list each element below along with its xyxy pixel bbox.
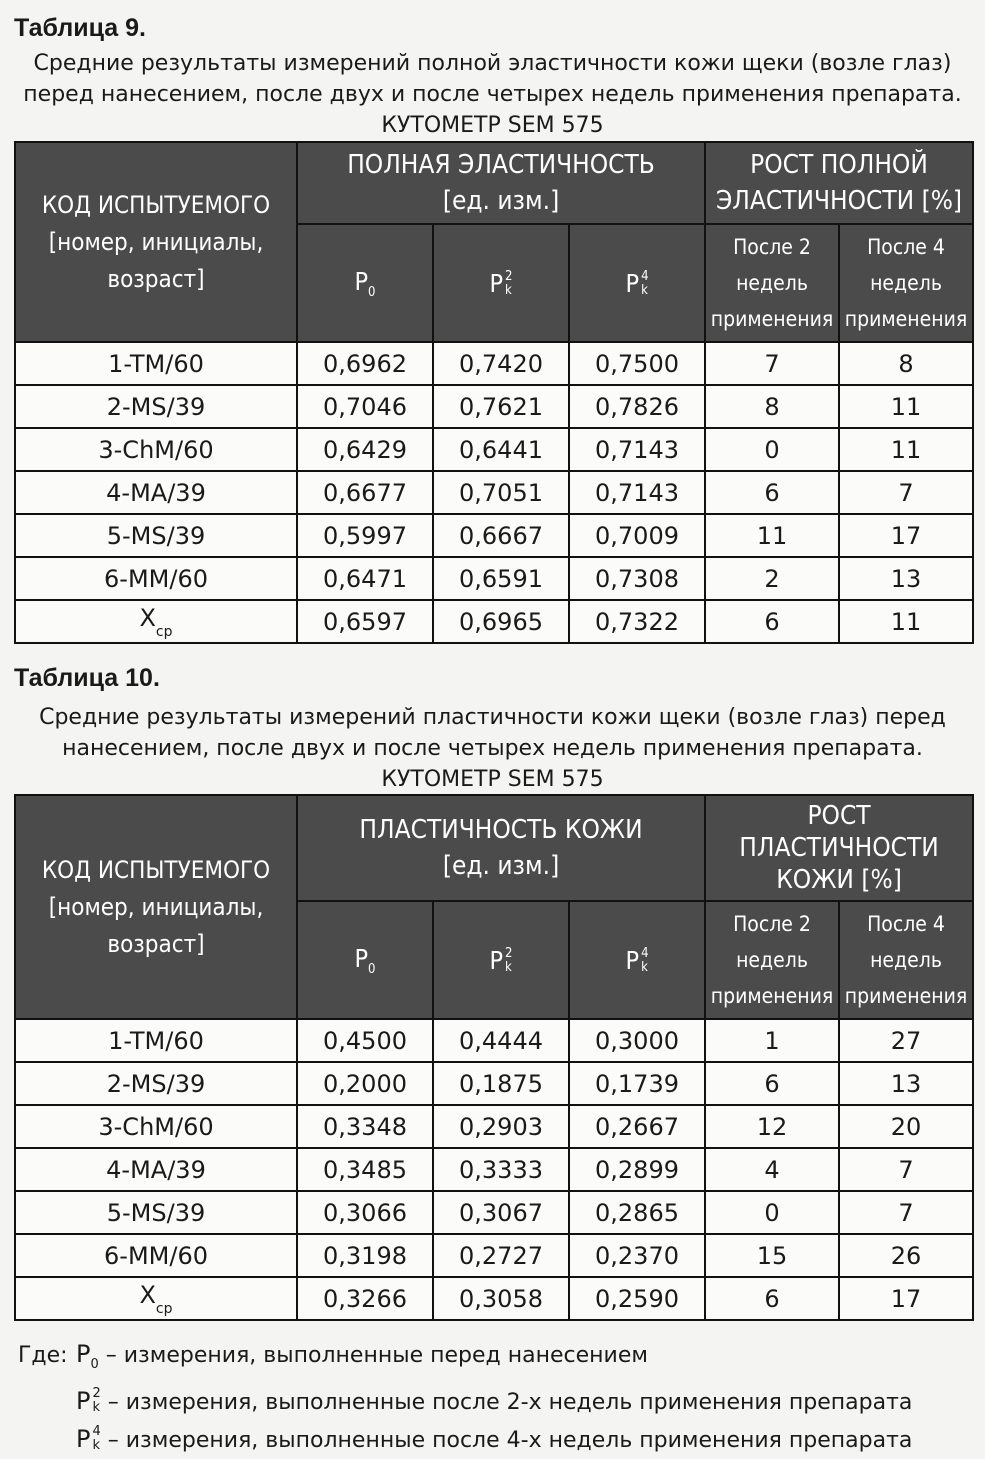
cell-code: 2-MS/39 (15, 385, 297, 428)
cell-pk4: 0,2899 (569, 1148, 705, 1191)
cell-p0: 0,3066 (297, 1191, 433, 1234)
cell-pk2: 0,4444 (433, 1019, 569, 1062)
cell-pk4: 0,7143 (569, 428, 705, 471)
average-row (15, 1277, 973, 1320)
cell-growth-2: 6 (705, 1062, 839, 1105)
cell-code: 3-ChM/60 (15, 428, 297, 471)
legend-where: Где: (18, 1343, 68, 1368)
col-header-code: КОД ИСПЫТУЕМОГО [номер, инициалы, возраст] (15, 795, 297, 1019)
cell-growth-2: 6 (705, 600, 839, 643)
table-9-caption-line2: перед нанесением, после двух и после четырех недель применения препарата. (23, 82, 962, 107)
table-9-title: Таблица 9. (14, 14, 146, 42)
cell-code: 3-ChM/60 (15, 1105, 297, 1148)
legend-symbol-pk4: P 4 k (76, 1424, 101, 1453)
cell-pk2: 0,6667 (433, 514, 569, 557)
group-header-growth: РОСТ ПЛАСТИЧНОСТИ КОЖИ [%] (705, 795, 973, 901)
cell-p0: 0,6962 (297, 342, 433, 385)
cell-pk4: 0,2590 (569, 1277, 705, 1320)
cell-pk2: 0,2727 (433, 1234, 569, 1277)
cell-growth-4: 7 (839, 1148, 973, 1191)
cell-pk4: 0,7143 (569, 471, 705, 514)
cell-growth-2: 0 (705, 428, 839, 471)
cell-pk4: 0,3000 (569, 1019, 705, 1062)
cell-pk4: 0,7500 (569, 342, 705, 385)
table-10-body (15, 1019, 973, 1320)
cell-p0: 0,3485 (297, 1148, 433, 1191)
table-10-caption-line1: Средние результаты измерений пластичности кожи щеки (возле глаз) перед (39, 705, 946, 730)
legend-pk4-text: – измерения, выполненные после 4-х недель применения препарата (107, 1428, 913, 1453)
cell-code: 4-MA/39 (15, 1148, 297, 1191)
cell-p0: 0,3198 (297, 1234, 433, 1277)
col-header-after-2-weeks: После 2 недель применения (705, 901, 839, 1019)
cell-pk2: 0,6965 (433, 600, 569, 643)
cell-pk2: 0,3067 (433, 1191, 569, 1234)
cell-pk4: 0,1739 (569, 1062, 705, 1105)
table-row (15, 1019, 973, 1062)
cell-growth-4: 17 (839, 1277, 973, 1320)
cell-growth-2: 12 (705, 1105, 839, 1148)
group-header-growth: РОСТ ПОЛНОЙ ЭЛАСТИЧНОСТИ [%] (705, 142, 973, 224)
cell-pk2: 0,7420 (433, 342, 569, 385)
col-header-code: КОД ИСПЫТУЕМОГО [номер, инициалы, возраст] (15, 142, 297, 342)
table-row (15, 471, 973, 514)
cell-p0: 0,7046 (297, 385, 433, 428)
legend-pk2-text: – измерения, выполненные после 2-х недель применения препарата (107, 1390, 913, 1415)
col-header-p0: $P_0$ (297, 224, 433, 342)
cell-growth-4: 7 (839, 1191, 973, 1234)
cell-p0: 0,6471 (297, 557, 433, 600)
legend-row-pk2 (18, 1383, 912, 1421)
cell-pk2: 0,2903 (433, 1105, 569, 1148)
table-9-caption (0, 48, 985, 141)
table-row (15, 1191, 973, 1234)
col-header-after-4-weeks: После 4 недель применения (839, 224, 973, 342)
cell-pk4: 0,7322 (569, 600, 705, 643)
cell-code: 5-MS/39 (15, 1191, 297, 1234)
table-9-caption-line1: Средние результаты измерений полной эластичности кожи щеки (возле глаз) (33, 51, 952, 76)
table-row (15, 1105, 973, 1148)
cell-pk4: 0,2865 (569, 1191, 705, 1234)
legend-symbol-p0: $P_0$ (76, 1340, 99, 1372)
col-header-after-2-weeks: После 2 недель применения (705, 224, 839, 342)
cell-growth-2: 1 (705, 1019, 839, 1062)
cell-growth-2: 2 (705, 557, 839, 600)
cell-p0: 0,3348 (297, 1105, 433, 1148)
cell-growth-4: 11 (839, 428, 973, 471)
legend-row-pk4 (18, 1421, 912, 1459)
table-row (15, 385, 973, 428)
cell-growth-4: 7 (839, 471, 973, 514)
cell-growth-2: 6 (705, 471, 839, 514)
table-row (15, 557, 973, 600)
cell-pk2: 0,1875 (433, 1062, 569, 1105)
cell-pk2: 0,3333 (433, 1148, 569, 1191)
legend-row-p0 (18, 1336, 912, 1383)
cell-growth-4: 17 (839, 514, 973, 557)
cell-growth-4: 13 (839, 557, 973, 600)
cell-p0: 0,4500 (297, 1019, 433, 1062)
cell-growth-2: 4 (705, 1148, 839, 1191)
table-row (15, 1234, 973, 1277)
cell-pk2: 0,6591 (433, 557, 569, 600)
cell-growth-2: 6 (705, 1277, 839, 1320)
table-10-title: Таблица 10. (14, 664, 160, 692)
table-row (15, 342, 973, 385)
cell-pk2: 0,7051 (433, 471, 569, 514)
cell-pk2: 0,7621 (433, 385, 569, 428)
cell-pk2: 0,6441 (433, 428, 569, 471)
cell-code: 1-TM/60 (15, 1019, 297, 1062)
col-header-p0: $P_0$ (297, 901, 433, 1019)
cell-growth-4: 20 (839, 1105, 973, 1148)
table-9-body (15, 342, 973, 643)
cell-code: 1-TM/60 (15, 342, 297, 385)
table-10-caption (0, 702, 985, 795)
cell-p0: 0,6597 (297, 600, 433, 643)
table-10 (14, 794, 974, 1321)
cell-growth-4: 8 (839, 342, 973, 385)
table-row (15, 428, 973, 471)
legend-p0-text: – измерения, выполненные перед нанесением (105, 1343, 648, 1368)
table-row (15, 1148, 973, 1191)
cell-p0: 0,3266 (297, 1277, 433, 1320)
cell-growth-2: 0 (705, 1191, 839, 1234)
cell-growth-4: 27 (839, 1019, 973, 1062)
table-10-device: КУТОМЕТР SEM 575 (381, 767, 604, 792)
cell-growth-2: 7 (705, 342, 839, 385)
cell-p0: 0,6677 (297, 471, 433, 514)
col-header-pk4: P 4 k (569, 901, 705, 1019)
cell-p0: 0,2000 (297, 1062, 433, 1105)
cell-pk4: 0,7009 (569, 514, 705, 557)
cell-growth-2: 8 (705, 385, 839, 428)
legend-symbol-pk2: P 2 k (76, 1386, 101, 1415)
cell-pk4: 0,2370 (569, 1234, 705, 1277)
col-header-pk2: P 2 k (433, 224, 569, 342)
cell-code: 4-MA/39 (15, 471, 297, 514)
cell-code: 6-MM/60 (15, 557, 297, 600)
cell-growth-2: 15 (705, 1234, 839, 1277)
cell-growth-4: 26 (839, 1234, 973, 1277)
col-header-pk2: P 2 k (433, 901, 569, 1019)
cell-code: 2-MS/39 (15, 1062, 297, 1105)
group-header-elasticity: ПОЛНАЯ ЭЛАСТИЧНОСТЬ [ед. изм.] (297, 142, 705, 224)
table-10-caption-line2: нанесением, после двух и после четырех недель применения препарата. (62, 736, 923, 761)
col-header-after-4-weeks: После 4 недель применения (839, 901, 973, 1019)
cell-average-label: $X_{ср}$ (15, 1277, 297, 1320)
average-row (15, 600, 973, 643)
table-9 (14, 141, 974, 644)
cell-growth-4: 11 (839, 600, 973, 643)
col-header-pk4: P 4 k (569, 224, 705, 342)
group-header-plasticity: ПЛАСТИЧНОСТЬ КОЖИ [ед. изм.] (297, 795, 705, 901)
table-row (15, 514, 973, 557)
cell-pk4: 0,2667 (569, 1105, 705, 1148)
cell-growth-4: 11 (839, 385, 973, 428)
cell-pk2: 0,3058 (433, 1277, 569, 1320)
table-9-device: КУТОМЕТР SEM 575 (381, 113, 604, 138)
cell-p0: 0,5997 (297, 514, 433, 557)
table-row (15, 1062, 973, 1105)
cell-pk4: 0,7308 (569, 557, 705, 600)
cell-pk4: 0,7826 (569, 385, 705, 428)
cell-code: 5-MS/39 (15, 514, 297, 557)
legend (18, 1336, 912, 1459)
cell-growth-2: 11 (705, 514, 839, 557)
cell-average-label: $X_{ср}$ (15, 600, 297, 643)
cell-p0: 0,6429 (297, 428, 433, 471)
cell-growth-4: 13 (839, 1062, 973, 1105)
cell-code: 6-MM/60 (15, 1234, 297, 1277)
